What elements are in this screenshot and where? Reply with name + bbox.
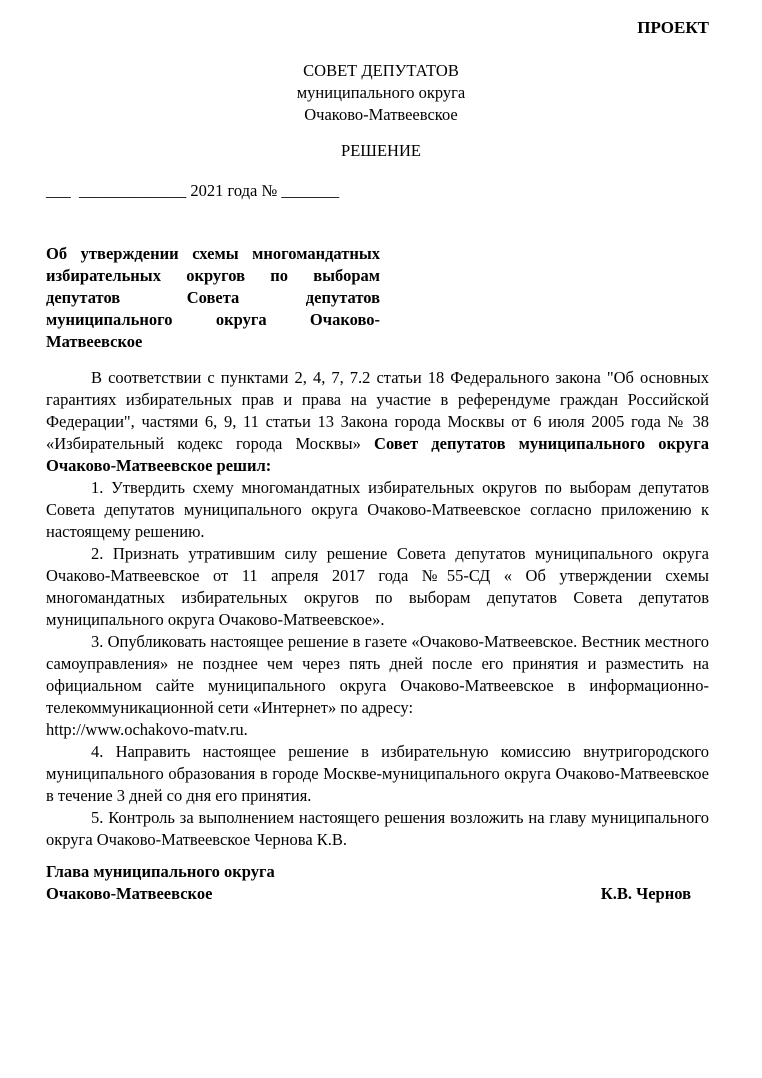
item-5: 5. Контроль за выполнением настоящего решения возложить на главу муниципального округа Очаково-Матвеевское Чернова К.В. xyxy=(46,808,709,849)
council-header xyxy=(0,60,762,126)
item-4: 4. Направить настоящее решение в избирательную комиссию внутригородского муниципального образования в городе Москве-муниципального округа Очаково-Матвеевское в течение 3 дней со дня его принятия. xyxy=(46,742,709,805)
header-line-2: муниципального округа xyxy=(296,83,466,102)
signature-position-1: Глава муниципального округа xyxy=(46,862,275,881)
title-line-2: избирательных округов по выборам xyxy=(46,266,380,285)
title-line-1: Об утверждении схемы многомандатных xyxy=(46,244,380,263)
date-number-line: ___ _____________ 2021 года № _______ xyxy=(46,181,340,200)
preamble-bold: Совет депутатов муниципального округа Очаково-Матвеевское решил: xyxy=(46,434,709,475)
signature-name: К.В. Чернов xyxy=(600,884,691,903)
decision-body xyxy=(46,367,709,851)
project-label: ПРОЕКТ xyxy=(637,18,709,37)
item-3: 3. Опубликовать настоящее решение в газете «Очаково-Матвеевское. Вестник местного самоуправления» не позднее чем через пять дней после его принятия и разместить на официальном сайте муниципального округа Очаково-Матвеевское в информационно-телекоммуникационной сети «Интернет» по адресу: xyxy=(46,632,709,717)
title-line-3: депутатов Совета депутатов xyxy=(46,288,380,307)
item-1: 1. Утвердить схему многомандатных избирательных округов по выборам депутатов Совета депутатов муниципального округа Очаково-Матвеевское согласно приложению к настоящему решению. xyxy=(46,478,709,541)
signature-position-2: Очаково-Матвеевское xyxy=(46,884,213,903)
header-line-3: Очаково-Матвеевское xyxy=(304,105,458,124)
decision-title xyxy=(46,243,380,353)
item-2: 2. Признать утратившим силу решение Совета депутатов муниципального округа Очаково-Матвеевское от 11 апреля 2017 года №55-СД « Об утверждении схемы многомандатных избирательных округов по выборам депутатов Совета депутатов муниципального округа Очаково-Матвеевское». xyxy=(46,544,709,629)
preamble-text: В соответствии с пунктами 2, 4, 7, 7.2 статьи 18 Федерального закона "Об основных гарантиях избирательных прав и права на участие в референдуме граждан Российской Федерации", частями 6, 9, 11 статьи 13 Закона города Москвы от 6 июля 2005 года № 38 «Избирательный кодекс города Москвы» xyxy=(46,368,709,453)
title-line-4: муниципального округа Очаково- xyxy=(46,310,380,329)
header-line-1: СОВЕТ ДЕПУТАТОВ xyxy=(303,61,459,80)
preamble-paragraph xyxy=(46,367,709,477)
decision-label: РЕШЕНИЕ xyxy=(341,141,421,160)
title-line-5: Матвеевское xyxy=(46,332,143,351)
signature-block xyxy=(46,861,691,905)
item-3-url: http://www.ochakovo-matv.ru. xyxy=(46,720,248,739)
